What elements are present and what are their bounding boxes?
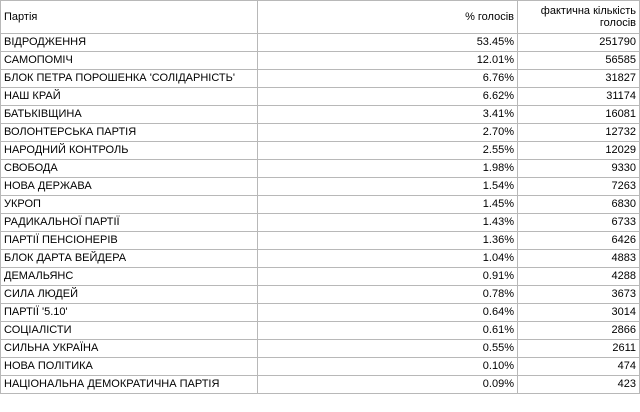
votes-cell: 9330 [518,160,640,178]
votes-cell: 2611 [518,340,640,358]
percent-cell: 1.04% [258,250,518,268]
table-row [1,358,640,376]
party-cell: САМОПОМІЧ [1,52,258,70]
votes-cell: 7263 [518,178,640,196]
table-row [1,124,640,142]
percent-cell: 0.55% [258,340,518,358]
table-row [1,70,640,88]
votes-cell: 31174 [518,88,640,106]
percent-cell: 0.10% [258,358,518,376]
votes-cell: 2866 [518,322,640,340]
percent-cell: 53.45% [258,34,518,52]
party-cell: СИЛА ЛЮДЕЙ [1,286,258,304]
percent-column-header: % голосів [258,1,518,34]
party-cell: НАРОДНИЙ КОНТРОЛЬ [1,142,258,160]
votes-column-header: фактична кількість голосів [518,1,640,34]
votes-cell: 3673 [518,286,640,304]
percent-cell: 6.62% [258,88,518,106]
header-row [1,1,640,34]
party-cell: НОВА ДЕРЖАВА [1,178,258,196]
party-cell: БЛОК ПЕТРА ПОРОШЕНКА 'СОЛІДАРНІСТЬ' [1,70,258,88]
percent-cell: 1.45% [258,196,518,214]
percent-cell: 0.91% [258,268,518,286]
percent-cell: 1.43% [258,214,518,232]
party-cell: БЛОК ДАРТА ВЕЙДЕРА [1,250,258,268]
percent-cell: 0.61% [258,322,518,340]
percent-cell: 1.36% [258,232,518,250]
votes-cell: 56585 [518,52,640,70]
percent-cell: 0.09% [258,376,518,394]
votes-cell: 12029 [518,142,640,160]
party-column-header: Партія [1,1,258,34]
votes-cell: 423 [518,376,640,394]
party-cell: НАШ КРАЙ [1,88,258,106]
table-row [1,178,640,196]
party-cell: СОЦІАЛІСТИ [1,322,258,340]
votes-cell: 16081 [518,106,640,124]
votes-cell: 4288 [518,268,640,286]
table-row [1,322,640,340]
votes-cell: 6830 [518,196,640,214]
table-row [1,196,640,214]
percent-cell: 3.41% [258,106,518,124]
table-row [1,142,640,160]
party-cell: СВОБОДА [1,160,258,178]
party-cell: ПАРТІЇ ПЕНСІОНЕРІВ [1,232,258,250]
percent-cell: 0.64% [258,304,518,322]
party-cell: РАДИКАЛЬНОЇ ПАРТІЇ [1,214,258,232]
party-cell: ВОЛОНТЕРСЬКА ПАРТІЯ [1,124,258,142]
percent-cell: 6.76% [258,70,518,88]
percent-cell: 1.54% [258,178,518,196]
votes-cell: 474 [518,358,640,376]
table-row [1,250,640,268]
party-cell: ПАРТІЇ '5.10' [1,304,258,322]
party-cell: НАЦІОНАЛЬНА ДЕМОКРАТИЧНА ПАРТІЯ [1,376,258,394]
percent-cell: 0.78% [258,286,518,304]
percent-cell: 2.55% [258,142,518,160]
table-row [1,160,640,178]
votes-cell: 4883 [518,250,640,268]
table-row [1,340,640,358]
votes-cell: 3014 [518,304,640,322]
table-row [1,232,640,250]
table-row [1,376,640,394]
table-row [1,304,640,322]
votes-cell: 6426 [518,232,640,250]
party-cell: УКРОП [1,196,258,214]
table-row [1,52,640,70]
percent-cell: 2.70% [258,124,518,142]
party-cell: НОВА ПОЛІТИКА [1,358,258,376]
votes-cell: 251790 [518,34,640,52]
table-row [1,34,640,52]
table-row [1,106,640,124]
votes-cell: 12732 [518,124,640,142]
party-cell: БАТЬКІВЩИНА [1,106,258,124]
table-row [1,214,640,232]
party-cell: СИЛЬНА УКРАЇНА [1,340,258,358]
votes-cell: 31827 [518,70,640,88]
percent-cell: 12.01% [258,52,518,70]
table-row [1,286,640,304]
votes-cell: 6733 [518,214,640,232]
percent-cell: 1.98% [258,160,518,178]
party-cell: ДЕМАЛЬЯНС [1,268,258,286]
table-row [1,268,640,286]
table-row [1,88,640,106]
party-cell: ВІДРОДЖЕННЯ [1,34,258,52]
